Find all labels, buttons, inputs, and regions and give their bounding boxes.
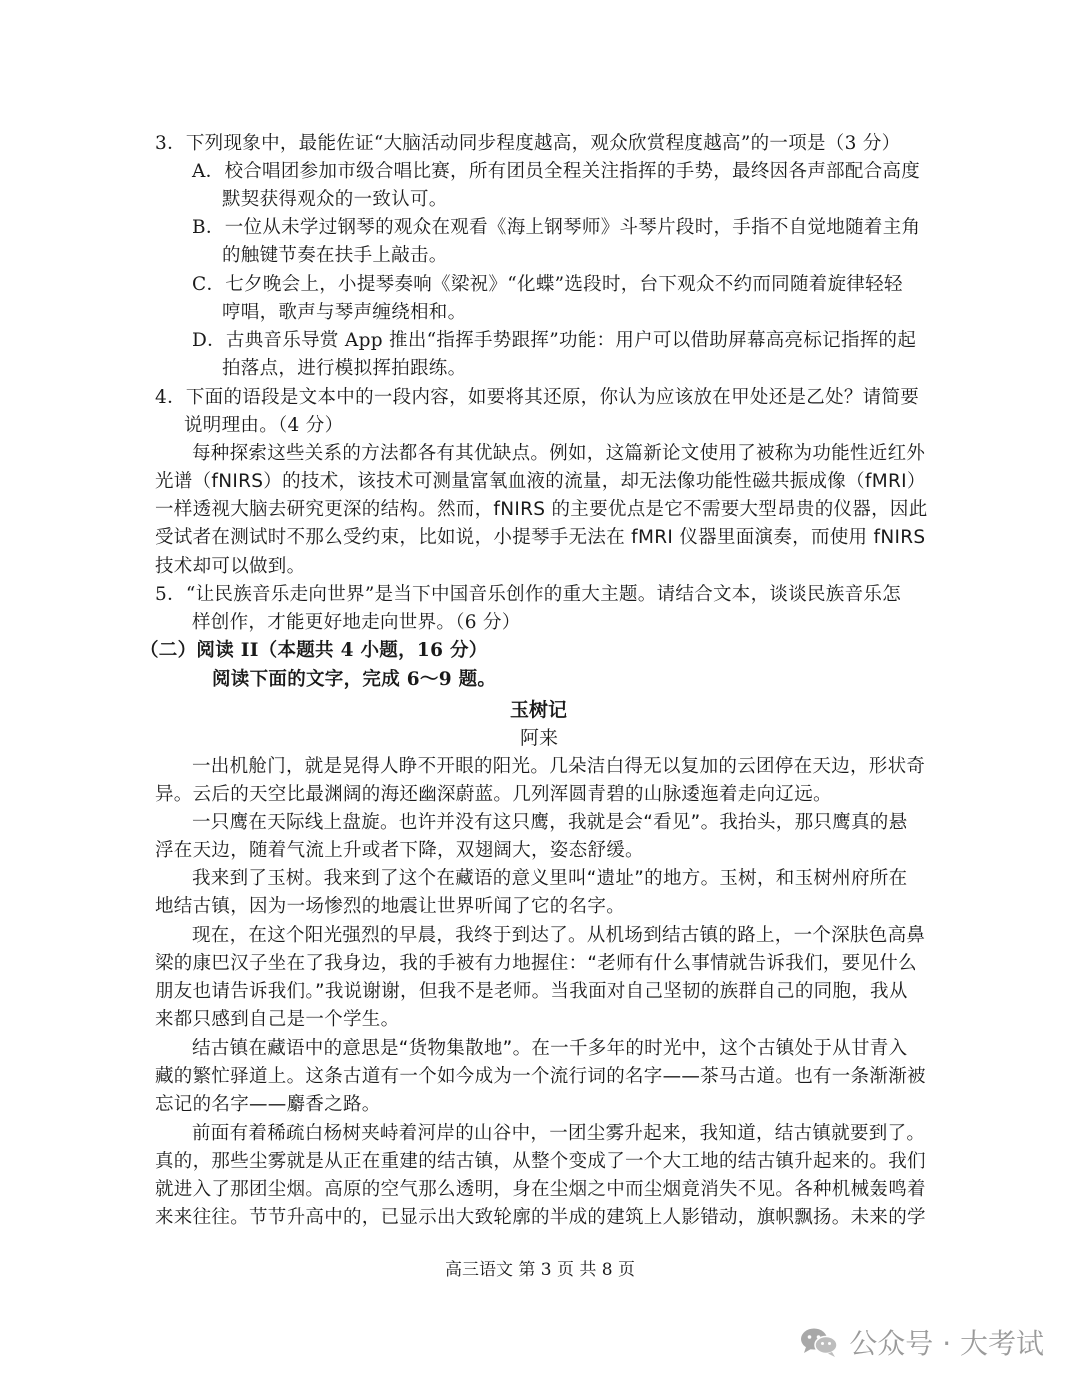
article-paragraph-line: 真的，那些尘雾就是从正在重建的结古镇，从整个变成了一个大工地的结古镇升起来的。我们 bbox=[155, 1151, 926, 1172]
article-paragraph-line: 梁的康巴汉子坐在了我身边，我的手被有力地握住：“老师有什么事情就告诉我们，要见什么 bbox=[155, 953, 917, 974]
question-3-option-b-cont: 的触键节奏在扶手上敲击。 bbox=[222, 245, 448, 266]
article-paragraph-line: 前面有着稀疏白杨树夹峙着河岸的山谷中，一团尘雾升起来，我知道，结古镇就要到了。 bbox=[192, 1123, 926, 1144]
article-paragraph-line: 来都只感到自己是一个学生。 bbox=[155, 1009, 400, 1030]
article-paragraph-line: 就进入了那团尘烟。高原的空气那么透明，身在尘烟之中而尘烟竟消失不见。各种机械轰鸣着 bbox=[155, 1179, 926, 1200]
article-paragraph-line: 一只鹰在天际线上盘旋。也许并没有这只鹰，我就是会“看见”。我抬头，那只鹰真的悬 bbox=[192, 812, 908, 833]
article-paragraph-line: 地结古镇，因为一场惨烈的地震让世界听闻了它的名字。 bbox=[155, 896, 626, 917]
question-4-quote-line: 受试者在测试时不那么受约束，比如说，小提琴手无法在 fMRI 仪器里面演奏，而使用 fNIRS bbox=[155, 527, 926, 548]
question-3-option-c: C．七夕晚会上，小提琴奏响《梁祝》“化蝶”选段时，台下观众不约而同随着旋律轻轻 bbox=[192, 274, 903, 295]
question-4-stem: 4．下面的语段是文本中的一段内容，如要将其还原，你认为应该放在甲处还是乙处？请简要 bbox=[155, 387, 920, 408]
question-3-option-d-cont: 拍落点，进行模拟挥拍跟练。 bbox=[222, 358, 467, 379]
article-paragraph-line: 异。云后的天空比最渊阔的海还幽深蔚蓝。几列浑圆青碧的山脉逶迤着走向辽远。 bbox=[155, 784, 832, 805]
question-5-stem-cont: 样创作，才能更好地走向世界。（6 分） bbox=[192, 612, 521, 633]
page-footer: 高三语文 第 3 页 共 8 页 bbox=[444, 1260, 636, 1280]
question-4-quote-line: 技术却可以做到。 bbox=[155, 556, 306, 577]
question-4-stem-cont: 说明理由。（4 分） bbox=[184, 415, 344, 436]
question-3-option-d: D．古典音乐导赏 App 推出“指挥手势跟挥”功能：用户可以借助屏幕高亮标记指挥的起 bbox=[192, 330, 917, 351]
section-heading: （二）阅读 II（本题共 4 小题，16 分） bbox=[140, 640, 488, 661]
article-paragraph-line: 朋友也请告诉我们。”我说谢谢，但我不是老师。当我面对自己坚韧的族群自己的同胞，我从 bbox=[155, 981, 908, 1002]
article-paragraph-line: 忘记的名字——麝香之路。 bbox=[155, 1094, 381, 1115]
article-paragraph-line: 来来往往。节节升高中的，已显示出大致轮廓的半成的建筑上人影错动，旗帜飘扬。未来的学 bbox=[155, 1207, 926, 1228]
question-4-quote-line: 每种探索这些关系的方法都各有其优缺点。例如，这篇新论文使用了被称为功能性近红外 bbox=[192, 443, 926, 464]
article-title: 玉树记 bbox=[510, 699, 568, 721]
article-paragraph-line: 藏的繁忙驿道上。这条古道有一个如今成为一个流行词的名字——茶马古道。也有一条渐渐被 bbox=[155, 1066, 926, 1087]
question-4-quote-line: 光谱（fNIRS）的技术，该技术可测量富氧血液的流量，却无法像功能性磁共振成像（fMRI） bbox=[155, 471, 926, 492]
question-3-stem: 3．下列现象中，最能佐证“大脑活动同步程度越高，观众欣赏程度越高”的一项是（3 分） bbox=[155, 133, 901, 154]
watermark-text: 公众号 · 大考试 bbox=[849, 1327, 1044, 1360]
question-3-option-a-cont: 默契获得观众的一致认可。 bbox=[222, 189, 448, 210]
article-paragraph-line: 一出机舱门，就是晃得人睁不开眼的阳光。几朵洁白得无以复加的云团停在天边，形状奇 bbox=[192, 756, 926, 777]
question-3-option-c-cont: 哼唱，歌声与琴声缠绕相和。 bbox=[222, 302, 467, 323]
article-paragraph-line: 浮在天边，随着气流上升或者下降，双翅阔大，姿态舒缓。 bbox=[155, 840, 644, 861]
wechat-icon bbox=[799, 1326, 839, 1358]
article-author: 阿来 bbox=[520, 727, 559, 749]
article-paragraph-line: 我来到了玉树。我来到了这个在藏语的意义里叫“遗址”的地方。玉树，和玉树州府所在 bbox=[192, 868, 908, 889]
question-3-option-a: A．校合唱团参加市级合唱比赛，所有团员全程关注指挥的手势，最终因各声部配合高度 bbox=[192, 161, 921, 182]
question-3-option-b: B．一位从未学过钢琴的观众在观看《海上钢琴师》斗琴片段时，手指不自觉地随着主角 bbox=[192, 217, 921, 238]
question-5-stem: 5．“让民族音乐走向世界”是当下中国音乐创作的重大主题。请结合文本，谈谈民族音乐怎 bbox=[155, 584, 901, 605]
question-4-quote-line: 一样透视大脑去研究更深的结构。然而，fNIRS 的主要优点是它不需要大型昂贵的仪器，因此 bbox=[155, 499, 928, 520]
article-paragraph-line: 结古镇在藏语中的意思是“货物集散地”。在一千多年的时光中，这个古镇处于从甘青入 bbox=[192, 1038, 908, 1059]
section-instruction: 阅读下面的文字，完成 6～9 题。 bbox=[212, 669, 497, 690]
article-paragraph-line: 现在，在这个阳光强烈的早晨，我终于到达了。从机场到结古镇的路上，一个深肤色高鼻 bbox=[192, 925, 926, 946]
watermark bbox=[799, 1322, 1044, 1362]
